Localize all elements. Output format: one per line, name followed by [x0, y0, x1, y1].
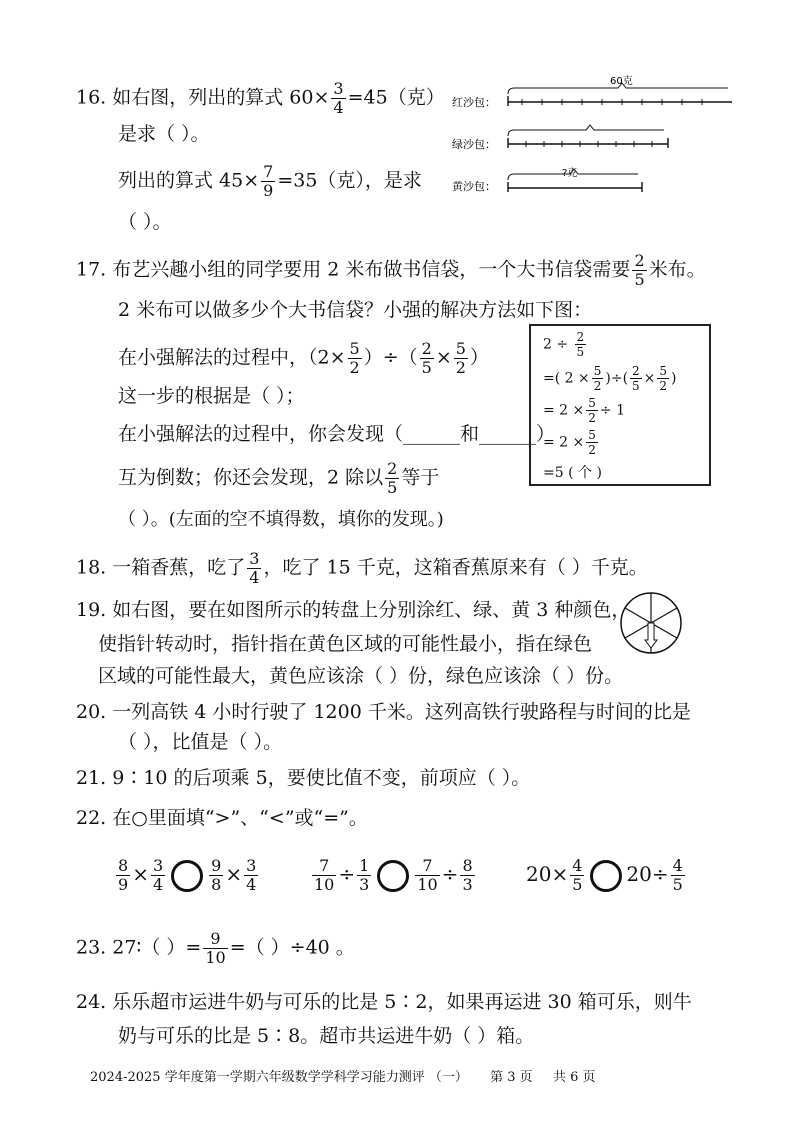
q23-line: 23. 27∶（ ）= $\frac{9}{10}$ =（ ）÷40 。: [76, 929, 355, 967]
green-label: 绿沙包：: [452, 138, 496, 151]
q20-line1: 20. 一列高铁 4 小时行驶了 1200 千米。这列高铁行驶路程与时间的比是: [76, 701, 691, 723]
solution-row-4: = 2 × $\frac{5}{2}$: [543, 428, 596, 457]
compare-expr-1: $\frac{8}{9}$ × $\frac{3}{4}$ $\frac{9}{8}$ × $\frac{3}{4}$: [118, 856, 257, 894]
fraction: $\frac{5}{2}$: [349, 339, 360, 377]
solution-row-3: = 2 × $\frac{5}{2}$ ÷ 1: [543, 396, 626, 425]
solution-row-1: 2 ÷ $\frac{2}{5}$: [543, 330, 585, 359]
q19-line2: 使指针转动时，指针指在黄色区域的可能性最小，指在绿色: [98, 633, 593, 655]
yellow-label: 黄沙包：: [452, 180, 496, 193]
q19-line3: 区域的可能性最大，黄色应该涂（ ）份，绿色应该涂（ ）份。: [98, 665, 624, 687]
fraction: $\frac{2}{5}$: [634, 251, 645, 289]
top-label: 60克: [610, 76, 633, 87]
compare-expr-2: $\frac{7}{10}$ ÷ $\frac{1}{3}$ $\frac{7}{10}$ ÷ $\frac{8}{3}$: [314, 856, 473, 894]
fraction: $\frac{7}{9}$: [263, 162, 274, 200]
compare-circle[interactable]: [377, 860, 409, 892]
q24-line2: 奶与可乐的比是 5∶8。超市共运进牛奶（ ）箱。: [118, 1025, 535, 1047]
q17-line3: 在小强解法的过程中，（2× $\frac{5}{2}$ ）÷（ $\frac{2}{5}$ × $\frac{5}{2}$ ）: [118, 339, 489, 377]
q16-line1: 16. 如右图，列出的算式 60× $\frac{3}{4}$ =45（克）: [76, 79, 445, 117]
page-footer: [90, 1066, 595, 1085]
compare-circle[interactable]: [590, 860, 622, 892]
solution-row-5: =5 ( 个 ): [543, 465, 602, 481]
fraction: $\frac{2}{5}$: [421, 339, 432, 377]
q17-line2: 2 米布可以做多少个大书信袋？小强的解决方法如下图：: [118, 299, 593, 321]
q22-line: 22. 在○里面填“>”、“<”或“=”。: [76, 807, 368, 829]
solution-row-2: =( 2 × $\frac{5}{2}$ )÷( $\frac{2}{5}$ × $\frac{5}{2}$ ): [543, 364, 677, 393]
footer-total: 共 6 页: [552, 1070, 596, 1085]
q17-line4: 这一步的根据是（ ）；: [118, 385, 305, 407]
red-label: 红沙包：: [452, 96, 496, 109]
q16-line4: （ ）。: [118, 211, 172, 233]
q18-line: 18. 一箱香蕉，吃了 $\frac{3}{4}$ ，吃了 15 千克，这箱香蕉原来有（ ）千克。: [76, 549, 648, 587]
fraction: $\frac{9}{10}$: [205, 929, 226, 967]
fraction: $\frac{2}{5}$: [387, 459, 398, 497]
fraction: $\frac{5}{2}$: [455, 339, 466, 377]
footer-title: 2024-2025 学年度第一学期六年级数学学科学习能力测评 （一）: [90, 1070, 468, 1085]
q17-line1: 17. 布艺兴趣小组的同学要用 2 米布做书信袋，一个大书信袋需要 $\frac{2}{5}$ 米布。: [76, 251, 706, 289]
fraction: $\frac{3}{4}$: [333, 79, 344, 117]
footer-page: 第 3 页: [490, 1070, 533, 1085]
q17-line5: 在小强解法的过程中，你会发现（______和______）: [118, 423, 556, 445]
compare-expr-3: 20× $\frac{4}{5}$ 20÷ $\frac{4}{5}$: [526, 856, 683, 894]
q-label: ?克: [562, 168, 578, 179]
spinner-wheel: [618, 590, 684, 656]
q17-line7: （ ）。(左面的空不填得数，填你的发现。): [118, 509, 444, 530]
q17-line6: 互为倒数；你还会发现，2 除以 $\frac{2}{5}$ 等于: [118, 459, 440, 497]
sandbag-diagram: [450, 74, 735, 204]
fraction: $\frac{3}{4}$: [249, 549, 260, 587]
q19-line1: 19. 如右图，要在如图所示的转盘上分别涂红、绿、黄 3 种颜色，: [76, 599, 631, 621]
solution-box: [529, 324, 711, 486]
q16-line2: 是求（ ）。: [118, 123, 210, 145]
q24-line1: 24. 乐乐超市运进牛奶与可乐的比是 5∶2，如果再运进 30 箱可乐，则牛: [76, 991, 692, 1013]
q21-line: 21. 9∶10 的后项乘 5，要使比值不变，前项应（ ）。: [76, 767, 531, 789]
compare-circle[interactable]: [171, 860, 203, 892]
q16-line3: 列出的算式 45× $\frac{7}{9}$ =35（克），是求: [118, 162, 422, 200]
q20-line2: （ ），比值是（ ）。: [118, 731, 283, 753]
